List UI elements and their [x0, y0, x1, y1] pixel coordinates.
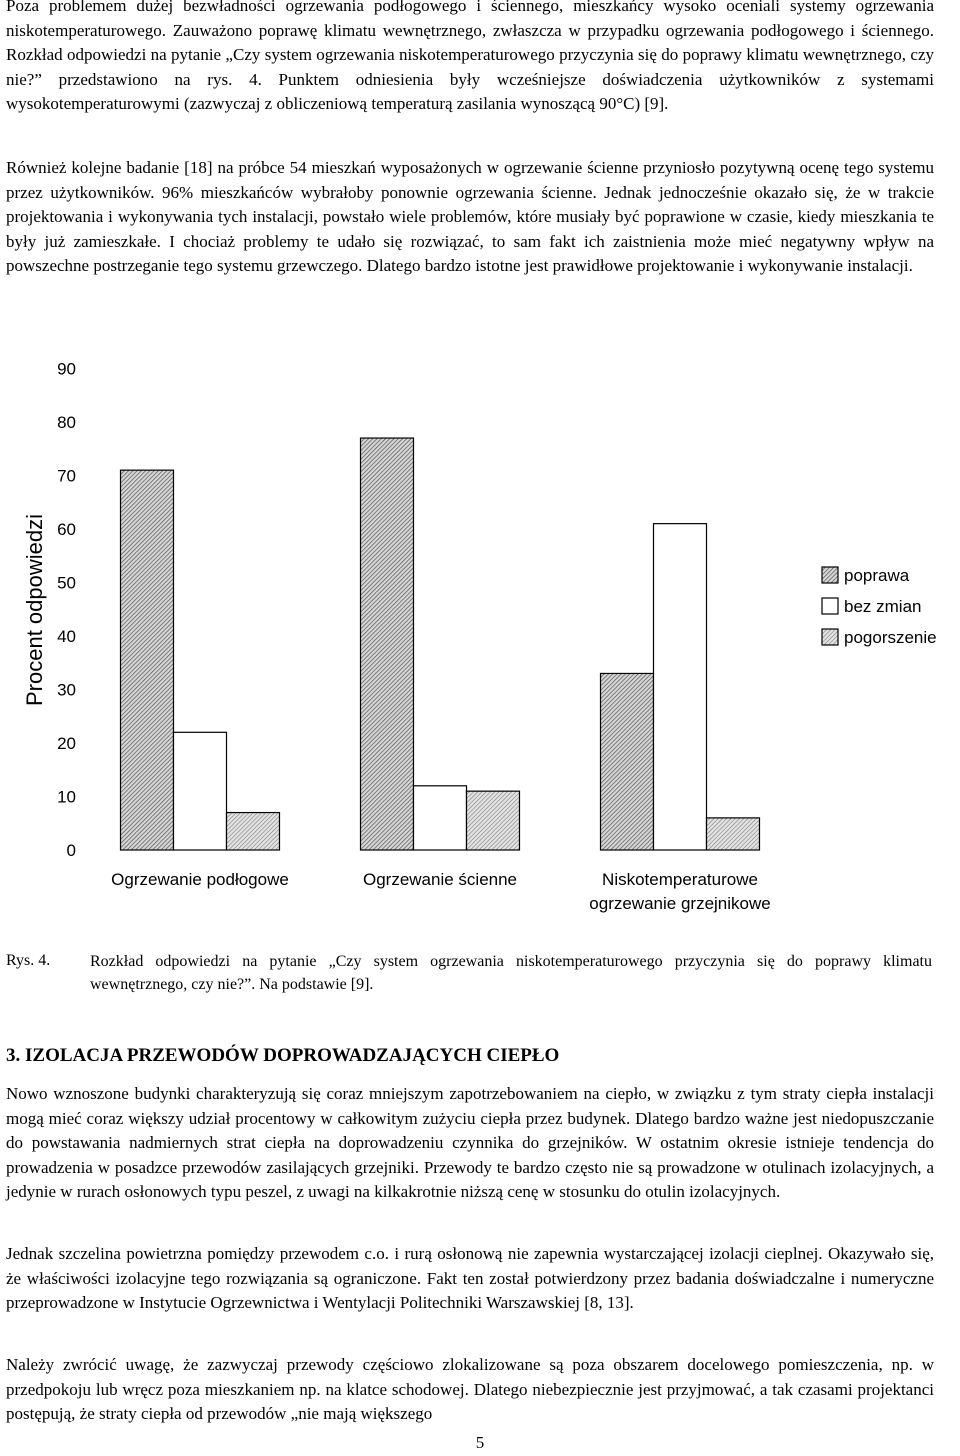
bars: [121, 438, 760, 850]
bar-bez-zmian-0: [174, 732, 227, 850]
x-category-label: Ogrzewanie ścienne: [362, 870, 518, 889]
y-axis-ticks: [57, 360, 76, 861]
legend-label: pogorszenie: [844, 628, 937, 647]
y-tick-label: 80: [57, 413, 76, 432]
bar-bez-zmian-1: [414, 786, 467, 850]
bar-bez-zmian-2: [654, 524, 707, 850]
legend-label: poprawa: [844, 566, 910, 585]
figure-caption-label: Rys. 4.: [6, 952, 51, 969]
paragraph-4: Jednak szczelina powietrzna pomiędzy przewodem c.o. i rurą osłonową nie zapewnia wystarczającej izolacji cieplnej. Okazywało się, że właściwości izolacyjne tego rozwiązania są ograniczone. Fakt ten został potwierdzony przez badania doświadczalne i numeryczne przeprowadzone w Instytucie Ogrzewnictwa i Wentylacji Politechniki Warszawskiej [8, 13].: [6, 1244, 934, 1313]
y-tick-label: 20: [57, 734, 76, 753]
bar-pogorszenie-2: [707, 818, 760, 850]
section-heading: 3. IZOLACJA PRZEWODÓW DOPROWADZAJĄCYCH CIEPŁO: [6, 1045, 560, 1066]
y-tick-label: 40: [57, 627, 76, 646]
legend-swatch: [822, 598, 838, 614]
paragraph-3: Nowo wznoszone budynki charakteryzują się coraz mniejszym zapotrzebowaniem na ciepło, w związku z tym straty ciepła instalacji mogą mieć coraz większy udział procentowy w całkowitym zużyciu ciepła przez budynek. Dlatego bardzo ważne jest niedopuszczanie do powstawania nadmiernych strat ciepła na doprowadzeniu czynnika do grzejników. W ostatnim okresie istnieje tendencja do prowadzenia w posadzce przewodów zasilających grzejniki. Przewody te bardzo często nie są prowadzone w otulinach izolacyjnych, a jedynie w rurach osłonowych typu peszel, z uwagi na kilkakrotnie niższą cenę w stosunku do otulin izolacyjnych.: [6, 1084, 934, 1202]
paragraph-1: Poza problemem dużej bezwładności ogrzewania podłogowego i ściennego, mieszkańcy wysoko oceniali systemy ogrzewania niskotemperaturowego. Zauważono poprawę klimatu wewnętrznego, zwłaszcza w przypadku ogrzewania podłogowego i ściennego. Rozkład odpowiedzi na pytanie „Czy system ogrzewania niskotemperaturowego przyczynia się do poprawy klimatu wewnętrznego, czy nie?” przedstawiono na rys. 4. Punktem odniesienia były wcześniejsze doświadczenia użytkowników z systemami wysokotemperaturowymi (zazwyczaj z obliczeniową temperaturą zasilania wynoszącą 90°C) [9].: [6, 0, 934, 114]
bar-chart: [0, 340, 960, 930]
legend-swatch: [822, 629, 838, 645]
paragraph-5: Należy zwrócić uwagę, że zazwyczaj przewody częściowo zlokalizowane są poza obszarem docelowego pomieszczenia, np. w przedpokoju lub wręcz poza mieszkaniem np. na klatce schodowej. Dlatego niebezpiecznie jest przyjmować, a tak czasami projektanci postępują, że straty ciepła od przewodów „nie mają większego: [6, 1355, 934, 1424]
y-axis-title: Procent odpowiedzi: [22, 513, 47, 707]
x-category-label: Ogrzewanie podłogowe: [111, 870, 289, 889]
y-tick-label: 70: [57, 466, 76, 486]
bar-pogorszenie-1: [467, 791, 520, 850]
legend: [822, 566, 937, 647]
y-tick-label: 50: [57, 573, 76, 593]
figure-caption-text: Rozkład odpowiedzi na pytanie „Czy system ogrzewania niskotemperaturowego przyczynia się do poprawy klimatu wewnętrznego, czy nie?”. Na podstawie [9].: [90, 953, 932, 993]
bar-poprawa-0: [121, 470, 174, 850]
bar-poprawa-2: [601, 673, 654, 850]
x-axis-labels: [111, 870, 771, 913]
y-tick-label: 90: [57, 359, 76, 379]
paragraph-2: Również kolejne badanie [18] na próbce 54 mieszkań wyposażonych w ogrzewanie ścienne przyniosło pozytywną ocenę tego systemu przez użytkowników. 96% mieszkańców wybrałoby ponownie ogrzewania ścienne. Jednak jednocześnie okazało się, że w trakcie projektowania i wykonywania tych instalacji, powstało wiele problemów, które musiały być poprawione w czasie, kiedy mieszkania te były już zamieszkałe. I chociaż problemy te udało się rozwiązać, to sam fakt ich zaistnienia może mieć negatywny wpływ na powszechne postrzeganie tego systemu grzewczego. Dlatego bardzo istotne jest prawidłowe projektowanie i wykonywanie instalacji.: [6, 158, 934, 276]
bar-pogorszenie-0: [227, 813, 280, 850]
y-tick-label: 0: [66, 841, 76, 860]
y-tick-label: 10: [57, 787, 76, 807]
y-tick-label: 30: [57, 680, 76, 700]
x-category-label: Niskotemperaturowe: [602, 870, 758, 889]
legend-label: bez zmian: [844, 597, 922, 616]
bar-poprawa-1: [361, 438, 414, 850]
page-number: 5: [475, 1433, 485, 1452]
y-tick-label: 60: [57, 520, 76, 539]
x-category-label: ogrzewanie grzejnikowe: [589, 894, 771, 913]
legend-swatch: [822, 567, 838, 583]
